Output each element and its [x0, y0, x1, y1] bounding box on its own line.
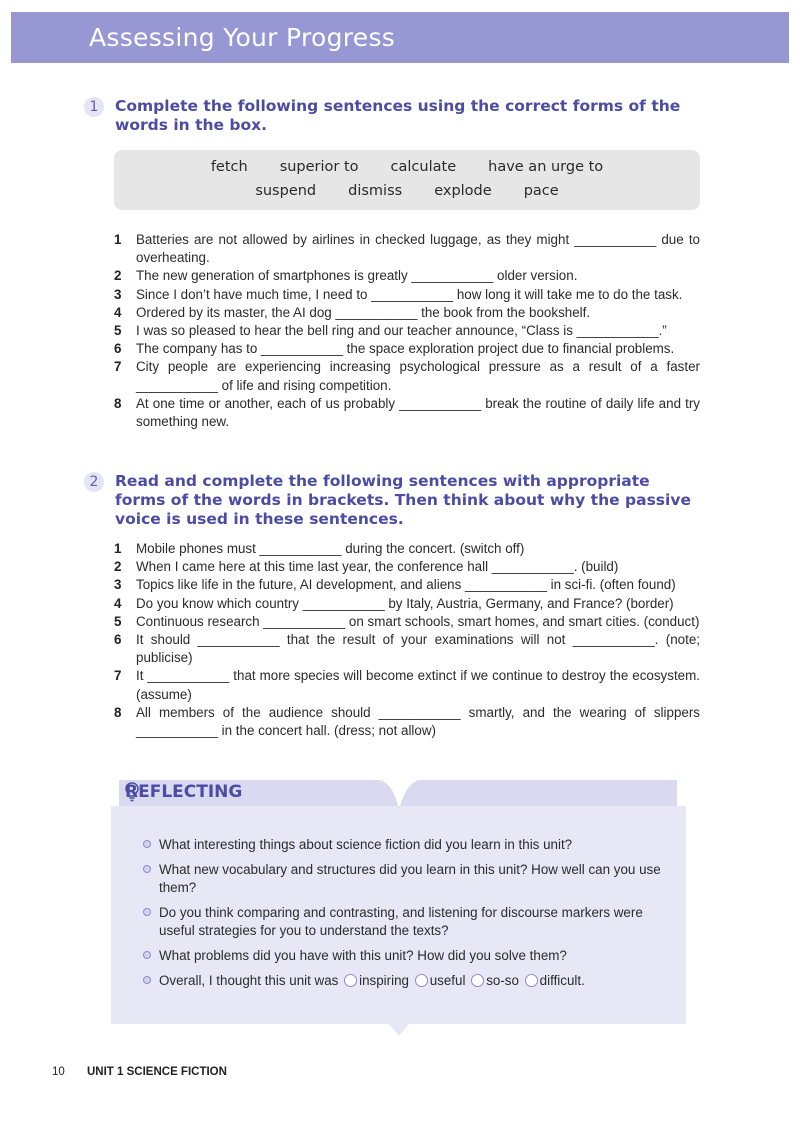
reflecting-question: What new vocabulary and structures did you learn in this unit? How well can you use them? [143, 861, 673, 897]
reflecting-question: What problems did you have with this unit? How did you solve them? [143, 947, 673, 965]
unit-label: UNIT 1 SCIENCE FICTION [87, 1066, 227, 1078]
word-box-item: suspend [255, 183, 317, 199]
question-text: At one time or another, each of us probably ___________ break the routine of daily life and try something new. [136, 395, 700, 430]
section-2-title: Read and complete the following sentences with appropriate forms of the words in brackets. Then think about why the passive voice is used in these sentences. [115, 472, 691, 528]
overall-rating-row [143, 972, 673, 990]
rating-option-circle-so-so[interactable] [471, 974, 484, 987]
question-item [114, 322, 700, 340]
question-number: 1 [114, 541, 122, 556]
lightbulb-icon [125, 782, 139, 802]
question-text: Mobile phones must ___________ during the concert. (switch off) [136, 541, 525, 556]
question-number: 6 [114, 341, 122, 357]
word-box-row-2 [114, 183, 700, 199]
question-number: 5 [114, 613, 122, 629]
question-number: 2 [114, 559, 122, 575]
question-number: 4 [114, 595, 122, 611]
question-text: It should ___________ that the result of your examinations will not ___________. (note; publicise) [136, 632, 700, 666]
question-number: 3 [114, 577, 122, 593]
question-number: 8 [114, 704, 122, 720]
section-1-number: 1 [84, 97, 104, 117]
question-item [114, 576, 700, 594]
word-box-item: pace [523, 183, 559, 199]
question-item [114, 358, 700, 394]
page-title: Assessing Your Progress [89, 23, 396, 52]
reflecting-questions [143, 836, 673, 997]
section-2-number: 2 [84, 472, 104, 492]
rating-option-label: difficult. [539, 973, 585, 988]
question-text: Ordered by its master, the AI dog ___________ the book from the bookshelf. [136, 304, 591, 320]
question-number: 4 [114, 304, 122, 320]
question-item [114, 667, 700, 703]
word-box-row-1 [114, 159, 700, 175]
question-number: 3 [114, 286, 122, 302]
rating-option-label: useful [429, 973, 466, 988]
reflecting-title: REFLECTING [125, 782, 243, 802]
page-number: 10 [52, 1066, 65, 1078]
section-2-questions [114, 540, 700, 740]
reflecting-question: Do you think comparing and contrasting, and listening for discourse markers were useful strategies for you to understand the texts? [143, 904, 673, 940]
question-text: Since I don’t have much time, I need to ___________ how long it will take me to do the task. [136, 286, 683, 302]
question-text: Do you know which country ___________ by Italy, Austria, Germany, and France? (border) [136, 595, 674, 611]
rating-option-circle-inspiring[interactable] [344, 974, 357, 987]
question-item [114, 340, 700, 358]
overall-rating-prefix: Overall, I thought this unit was [159, 973, 339, 988]
question-item [114, 231, 700, 267]
question-item [114, 540, 700, 558]
header-banner [11, 12, 789, 63]
reflecting-heading [125, 782, 242, 802]
question-number: 6 [114, 632, 122, 648]
question-item [114, 595, 700, 613]
word-box-item: explode [434, 183, 492, 199]
word-box-item: calculate [390, 159, 457, 175]
question-item [114, 613, 700, 631]
question-item [114, 631, 700, 667]
rating-option-circle-useful[interactable] [415, 974, 428, 987]
rating-option-circle-difficult[interactable] [525, 974, 538, 987]
reflecting-panel [111, 778, 686, 1038]
word-box-item: fetch [210, 159, 248, 175]
word-box [114, 150, 700, 210]
question-item [114, 286, 700, 304]
question-text: Continuous research ___________ on smart schools, smart homes, and smart cities. (conduct) [136, 613, 700, 629]
rating-option-label: so-so [486, 973, 519, 988]
question-text: The company has to ___________ the space exploration project due to financial problems. [136, 341, 675, 357]
question-number: 1 [114, 232, 122, 247]
word-box-item: dismiss [348, 183, 403, 199]
question-text: Batteries are not allowed by airlines in checked luggage, as they might ___________ due to overheating. [136, 232, 700, 266]
section-1-questions [114, 231, 700, 431]
rating-option-label: inspiring [359, 973, 409, 988]
question-item [114, 558, 700, 576]
question-text: All members of the audience should ___________ smartly, and the wearing of slippers ___________ in the concert hall. (dress; not allow) [136, 704, 700, 739]
question-item [114, 704, 700, 740]
question-text: I was so pleased to hear the bell ring and our teacher announce, “Class is ___________.” [136, 323, 667, 339]
question-text: City people are experiencing increasing psychological pressure as a result of a faster ___________ of life and rising competition. [136, 359, 700, 393]
question-number: 8 [114, 395, 122, 411]
question-number: 2 [114, 268, 122, 284]
question-item [114, 304, 700, 322]
question-item [114, 267, 700, 285]
question-text: When I came here at this time last year, the conference hall ___________. (build) [136, 559, 619, 575]
word-box-item: have an urge to [488, 159, 604, 175]
question-text: The new generation of smartphones is greatly ___________ older version. [136, 268, 578, 284]
question-number: 7 [114, 359, 122, 375]
question-text: It ___________ that more species will become extinct if we continue to destroy the ecosystem. (assume) [136, 668, 700, 702]
question-item [114, 395, 700, 431]
word-box-item: superior to [279, 159, 359, 175]
reflecting-question: What interesting things about science fiction did you learn in this unit? [143, 836, 673, 854]
question-text: Topics like life in the future, AI development, and aliens ___________ in sci-fi. (often found) [136, 577, 676, 593]
section-1-title: Complete the following sentences using the correct forms of the words in the box. [115, 97, 681, 134]
question-number: 7 [114, 668, 122, 684]
question-number: 5 [114, 323, 122, 339]
